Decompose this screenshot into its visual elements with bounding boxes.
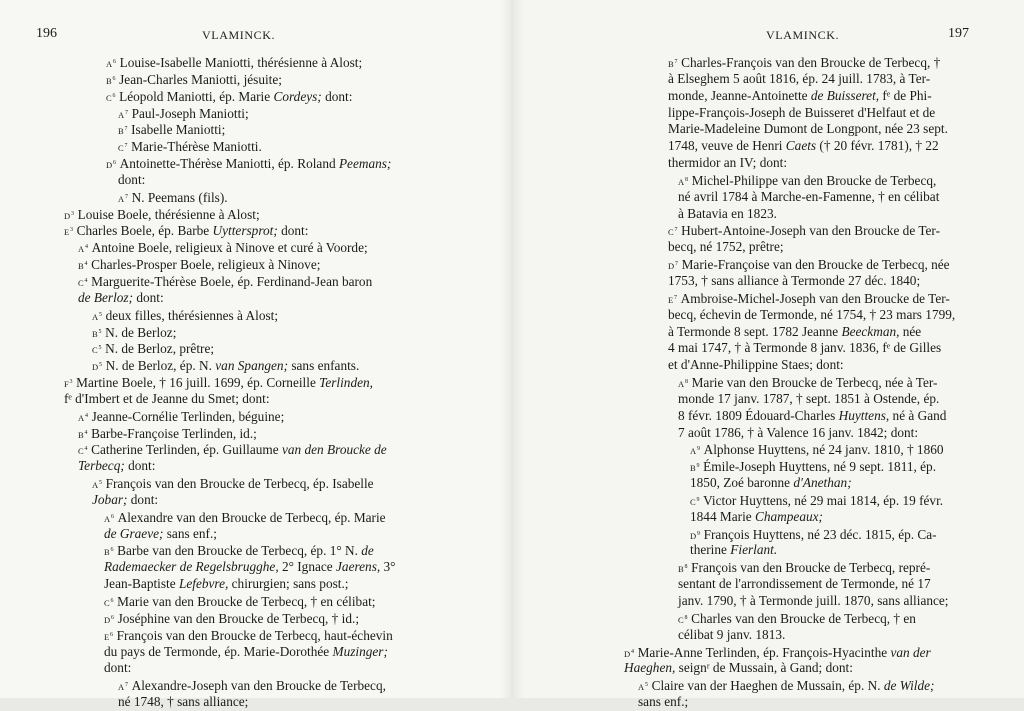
- text-line: [0, 526, 396, 543]
- generation-marker: $E^3$: [64, 227, 74, 238]
- text-run: dont:: [133, 289, 164, 305]
- text-run: Claire van der Haeghen de Mussain, ép. N.: [651, 678, 884, 694]
- generation-marker: $C^7$: [118, 143, 128, 154]
- text-line: [0, 425, 396, 442]
- text-run: Antoine Boele, religieux à Ninove et curé à Voorde;: [91, 240, 368, 256]
- generation-marker: $A^8$: [678, 176, 689, 187]
- generation-marker: $D^9$: [690, 530, 701, 541]
- page-number: 197: [948, 26, 969, 41]
- generation-marker: $D^7$: [668, 261, 679, 272]
- text-run: Jean-Baptiste: [104, 576, 179, 592]
- running-head: VLAMINCK.: [766, 28, 840, 42]
- italic-name: van der: [890, 644, 931, 660]
- text-line: [512, 475, 955, 492]
- text-run: Marie-Thérèse Maniotti.: [131, 139, 262, 155]
- text-line: [0, 256, 396, 273]
- generation-marker: $D^6$: [106, 160, 117, 171]
- text-run: Charles-François van den Broucke de Terbecq, †: [681, 55, 941, 70]
- text-line: [512, 458, 955, 475]
- text-line: [0, 324, 396, 341]
- text-run: dont:: [321, 88, 353, 104]
- text-line: [512, 559, 955, 576]
- text-line: [512, 121, 955, 138]
- page-number: 196: [36, 26, 57, 41]
- text-run: 1748, veuve de Henri: [668, 138, 786, 154]
- generation-marker: $C^6$: [106, 92, 116, 103]
- text-line: [512, 542, 955, 559]
- text-line: [512, 441, 955, 458]
- text-run: Victor Huyttens, né 29 mai 1814, ép. 19 févr.: [703, 492, 944, 508]
- text-run: sentant de l'arrondissement de Termonde, né 17: [678, 576, 931, 592]
- generation-marker: $C^6$: [104, 598, 114, 608]
- text-run: Marie-Anne Terlinden, ép. François-Hyacinthe: [637, 644, 891, 660]
- text-run: 1753, † sans alliance à Termonde 27 déc. 1840;: [668, 272, 921, 288]
- text-line: [0, 155, 396, 172]
- text-line: [512, 324, 955, 341]
- text-line: [0, 273, 396, 290]
- generation-marker: $B^6$: [106, 75, 116, 86]
- text-run: né avril 1784 à Marche-en-Famenne, † en célibat: [678, 188, 940, 204]
- text-line: [0, 239, 396, 256]
- text-run: N. de Berloz;: [105, 324, 177, 340]
- italic-name: Champeaux;: [755, 508, 823, 524]
- generation-marker: $B^9$: [690, 463, 700, 474]
- text-run: à Batavia en 1823.: [678, 205, 777, 221]
- text-line: [0, 542, 396, 559]
- text-run: N. de Berloz, ép. N.: [105, 358, 216, 374]
- text-run: deux filles, thérésiennes à Alost;: [105, 307, 279, 323]
- text-line: [0, 391, 396, 408]
- text-line: [0, 458, 396, 475]
- text-line: [0, 138, 396, 155]
- text-run: becq, échevin de Termonde, né 1754, † 23 mars 1799,: [668, 306, 956, 322]
- left-page-text: [0, 54, 396, 711]
- generation-marker: $A^6$: [104, 513, 115, 524]
- text-line: [512, 593, 955, 610]
- text-run: Marie-Françoise van den Broucke de Terbecq, née: [681, 257, 950, 273]
- text-run: therine: [690, 542, 731, 558]
- generation-marker: $E^7$: [668, 294, 678, 305]
- text-run: à Elseghem 5 août 1816, ép. 24 juill. 1783, à Ter-: [668, 70, 931, 86]
- text-line: [512, 256, 955, 273]
- text-line: [0, 408, 396, 425]
- text-line: [512, 694, 955, 711]
- text-line: [512, 273, 955, 290]
- text-run: né 1748, † sans alliance;: [118, 694, 249, 710]
- text-line: [0, 475, 396, 492]
- generation-marker: $C^4$: [78, 446, 88, 457]
- italic-name: Terbecq;: [78, 458, 125, 474]
- text-line: [512, 374, 955, 391]
- text-line: [512, 71, 955, 88]
- text-run: Isabelle Maniotti;: [131, 122, 226, 138]
- book-gutter: [500, 0, 524, 698]
- text-run: dont:: [124, 458, 156, 474]
- text-run: Catherine Terlinden, ép. Guillaume: [91, 442, 282, 458]
- italic-name: Huyttens,: [838, 407, 890, 423]
- italic-name: van Spangen;: [215, 358, 289, 374]
- text-run: célibat 9 janv. 1813.: [678, 626, 786, 642]
- text-line: [0, 644, 396, 661]
- text-line: [0, 54, 396, 71]
- italic-name: Terlinden,: [319, 375, 373, 391]
- text-run: Joséphine van den Broucke de Terbecq, † id.;: [117, 610, 360, 626]
- generation-marker: $A^5$: [92, 311, 103, 322]
- text-line: [0, 105, 396, 122]
- generation-marker: $B^6$: [104, 547, 114, 558]
- text-run: sans enf.;: [163, 525, 217, 541]
- generation-marker: $B^4$: [78, 261, 88, 272]
- generation-marker: $D^3$: [64, 210, 75, 221]
- text-line: [512, 105, 955, 122]
- generation-marker: $C^5$: [92, 345, 102, 356]
- text-run: et d'Anne-Philippine Staes; dont:: [668, 357, 844, 373]
- text-line: [512, 627, 955, 644]
- text-run: née: [899, 323, 922, 339]
- text-line: [0, 492, 396, 509]
- text-line: [0, 576, 396, 593]
- italic-name: Haeghen,: [624, 660, 676, 676]
- text-run: du pays de Termonde, ép. Marie-Dorothée: [104, 643, 333, 659]
- text-run: 7 août 1786, † à Valence 16 janv. 1842; dont:: [678, 424, 919, 440]
- text-run: thermidor an IV; dont:: [668, 155, 788, 171]
- text-run: Charles Boele, ép. Barbe: [76, 223, 213, 239]
- generation-marker: $A^9$: [690, 446, 701, 457]
- text-line: [0, 610, 396, 627]
- italic-name: de Graeve;: [104, 525, 164, 541]
- text-run: lippe-François-Joseph de Buisseret d'Helfaut et de: [668, 104, 936, 120]
- text-line: [512, 239, 955, 256]
- text-run: Antoinette-Thérèse Maniotti, ép. Roland: [119, 156, 339, 172]
- text-run: né à Gand: [889, 407, 947, 423]
- italic-name: Lefebvre,: [178, 576, 229, 592]
- text-line: [0, 441, 396, 458]
- text-line: [0, 307, 396, 324]
- italic-name: de: [361, 543, 374, 559]
- text-run: Jeanne-Cornélie Terlinden, béguine;: [91, 408, 285, 424]
- right-page: [512, 0, 1024, 710]
- text-run: Barbe-Françoise Terlinden, id.;: [91, 425, 257, 441]
- text-run: Charles-Prosper Boele, religieux à Ninove;: [91, 257, 321, 273]
- text-line: [0, 340, 396, 357]
- generation-marker: $D^4$: [624, 648, 635, 659]
- generation-marker: $A^7$: [118, 193, 129, 204]
- text-run: François van den Broucke de Terbecq, ép. Isabelle: [105, 476, 374, 492]
- generation-marker: $C^7$: [668, 227, 678, 238]
- text-run: 2° Ignace: [278, 559, 337, 575]
- text-run: Charles van den Broucke de Terbecq, † en: [691, 610, 916, 626]
- text-line: [512, 644, 955, 661]
- text-line: [512, 54, 955, 71]
- text-line: [0, 290, 396, 307]
- italic-name: Uyttersprot;: [212, 223, 278, 239]
- text-line: [0, 121, 396, 138]
- text-run: N. de Berloz, prêtre;: [105, 341, 215, 357]
- text-run: François van den Broucke de Terbecq, repré-: [691, 560, 931, 576]
- text-run: François Huyttens, né 23 déc. 1815, ép. Ca-: [703, 526, 937, 542]
- text-run: sans enfants.: [288, 358, 360, 374]
- left-page: [0, 0, 512, 710]
- text-line: [512, 340, 955, 357]
- italic-name: Caets: [785, 138, 817, 154]
- generation-marker: $B^7$: [118, 126, 128, 137]
- italic-name: Peemans;: [338, 156, 392, 172]
- text-run: sans enf.;: [638, 694, 689, 710]
- text-run: janv. 1790, † à Termonde juill. 1870, sans alliance;: [678, 593, 949, 608]
- text-run: dont:: [118, 171, 146, 187]
- text-run: Jean-Charles Maniotti, jésuite;: [119, 71, 282, 87]
- italic-name: Jaerens,: [336, 559, 381, 575]
- text-run: Louise-Isabelle Maniotti, thérésienne à Alost;: [119, 55, 363, 70]
- text-line: [512, 88, 955, 105]
- text-run: Léopold Maniotti, ép. Marie: [119, 88, 274, 104]
- text-run: Barbe van den Broucke de Terbecq, ép. 1° N.: [117, 543, 362, 559]
- text-line: [512, 189, 955, 206]
- italic-name: de Buisseret,: [810, 87, 880, 103]
- text-line: [512, 677, 955, 694]
- text-line: [512, 425, 955, 442]
- text-line: [0, 694, 396, 711]
- text-line: [512, 408, 955, 425]
- italic-name: Cordeys;: [273, 88, 322, 104]
- text-run: Louise Boele, thérésienne à Alost;: [77, 206, 260, 222]
- text-run: 8 févr. 1809 Édouard-Charles: [678, 407, 839, 423]
- generation-marker: $B^4$: [78, 429, 88, 440]
- text-line: [512, 357, 955, 374]
- generation-marker: $A^4$: [78, 412, 89, 423]
- text-line: [0, 222, 396, 239]
- text-line: [512, 290, 955, 307]
- text-run: Émile-Joseph Huyttens, né 9 sept. 1811, ép.: [703, 459, 937, 475]
- text-run: Alexandre-Joseph van den Broucke de Terbecq,: [131, 678, 386, 694]
- generation-marker: $A^5$: [638, 682, 649, 693]
- text-run: François van den Broucke de Terbecq, haut-échevin: [116, 627, 393, 643]
- generation-marker: $F^3$: [64, 379, 73, 390]
- text-run: († 20 févr. 1781), † 22: [816, 138, 939, 154]
- text-line: [512, 155, 955, 172]
- italic-name: Rademaecker de Regelsbrugghe,: [104, 559, 279, 575]
- text-run: monde 17 janv. 1787, † sept. 1851 à Ostende, ép.: [678, 390, 940, 406]
- text-run: Alphonse Huyttens, né 24 janv. 1810, † 1860: [703, 442, 944, 458]
- generation-marker: $B^8$: [678, 564, 688, 575]
- text-run: 1844 Marie: [690, 508, 755, 524]
- text-line: [512, 492, 955, 509]
- text-run: seignʳ de Mussain, à Gand; dont:: [675, 660, 853, 676]
- text-run: Martine Boele, † 16 juill. 1699, ép. Corneille: [76, 375, 320, 391]
- text-line: [0, 88, 396, 105]
- text-run: fᵉ d'Imbert et de Jeanne du Smet; dont:: [64, 390, 270, 406]
- generation-marker: $A^7$: [118, 109, 129, 120]
- text-line: [512, 138, 955, 155]
- text-run: chirurgien; sans post.;: [228, 576, 349, 592]
- italic-name: Jobar;: [92, 491, 128, 507]
- text-line: [512, 172, 955, 189]
- text-line: [512, 610, 955, 627]
- italic-name: d'Anethan;: [793, 475, 852, 491]
- text-run: Marie-Madeleine Dumont de Longpont, née 23 sept.: [668, 121, 948, 137]
- text-line: [512, 206, 955, 223]
- running-head: VLAMINCK.: [202, 28, 276, 42]
- text-run: 3°: [380, 559, 396, 575]
- text-line: [512, 222, 955, 239]
- text-line: [0, 509, 396, 526]
- generation-marker: $A^6$: [106, 59, 117, 69]
- generation-marker: $D^6$: [104, 614, 115, 625]
- text-line: [0, 593, 396, 610]
- text-run: 4 mai 1747, † à Termonde 8 janv. 1836, fᵉ de Gilles: [668, 340, 942, 356]
- generation-marker: $B^5$: [92, 328, 102, 339]
- italic-name: de Berloz;: [78, 289, 134, 305]
- text-run: dont:: [277, 223, 309, 239]
- text-run: Michel-Philippe van den Broucke de Terbecq,: [691, 172, 937, 188]
- italic-name: van den Broucke de: [281, 442, 387, 458]
- text-line: [0, 374, 396, 391]
- text-run: 1850, Zoé baronne: [690, 475, 794, 491]
- generation-marker: $A^4$: [78, 244, 89, 255]
- text-line: [0, 189, 396, 206]
- text-line: [512, 307, 955, 324]
- generation-marker: $A^8$: [678, 379, 689, 390]
- text-line: [512, 526, 955, 543]
- generation-marker: $E^6$: [104, 631, 114, 642]
- text-line: [0, 559, 396, 576]
- text-run: Alexandre van den Broucke de Terbecq, ép. Marie: [117, 509, 386, 525]
- generation-marker: $C^9$: [690, 496, 700, 507]
- text-run: fᵉ de Phi-: [879, 87, 932, 103]
- text-line: [0, 357, 396, 374]
- italic-name: de Wilde;: [883, 678, 935, 694]
- text-run: Marguerite-Thérèse Boele, ép. Ferdinand-Jean baron: [91, 273, 373, 289]
- generation-marker: $C^8$: [678, 614, 688, 625]
- text-line: [0, 627, 396, 644]
- text-run: Hubert-Antoine-Joseph van den Broucke de Ter-: [681, 223, 940, 239]
- text-line: [512, 576, 955, 593]
- generation-marker: $D^5$: [92, 362, 103, 373]
- text-line: [0, 660, 396, 677]
- text-line: [0, 677, 396, 694]
- text-line: [512, 391, 955, 408]
- text-run: Paul-Joseph Maniotti;: [131, 105, 249, 121]
- text-line: [0, 71, 396, 88]
- text-run: dont:: [104, 660, 132, 676]
- text-run: Marie van den Broucke de Terbecq, née à Ter-: [691, 375, 938, 391]
- text-line: [0, 172, 396, 189]
- italic-name: Muzinger;: [332, 643, 388, 659]
- text-run: monde, Jeanne-Antoinette: [668, 87, 811, 103]
- text-run: N. Peemans (fils).: [131, 189, 228, 205]
- text-line: [512, 509, 955, 526]
- text-run: Marie van den Broucke de Terbecq, † en célibat;: [117, 594, 376, 609]
- generation-marker: $C^4$: [78, 277, 88, 288]
- generation-marker: $A^7$: [118, 682, 129, 693]
- italic-name: Fierlant.: [730, 542, 778, 558]
- italic-name: Beeckman,: [841, 323, 900, 339]
- generation-marker: $B^7$: [668, 59, 678, 69]
- generation-marker: $A^5$: [92, 480, 103, 491]
- text-run: à Termonde 8 sept. 1782 Jeanne: [668, 323, 842, 339]
- text-run: Ambroise-Michel-Joseph van den Broucke de Ter-: [680, 290, 950, 306]
- text-run: becq, né 1752, prêtre;: [668, 239, 784, 255]
- text-run: dont:: [127, 491, 159, 507]
- text-line: [512, 660, 955, 677]
- text-line: [0, 206, 396, 223]
- right-page-text: [512, 54, 955, 711]
